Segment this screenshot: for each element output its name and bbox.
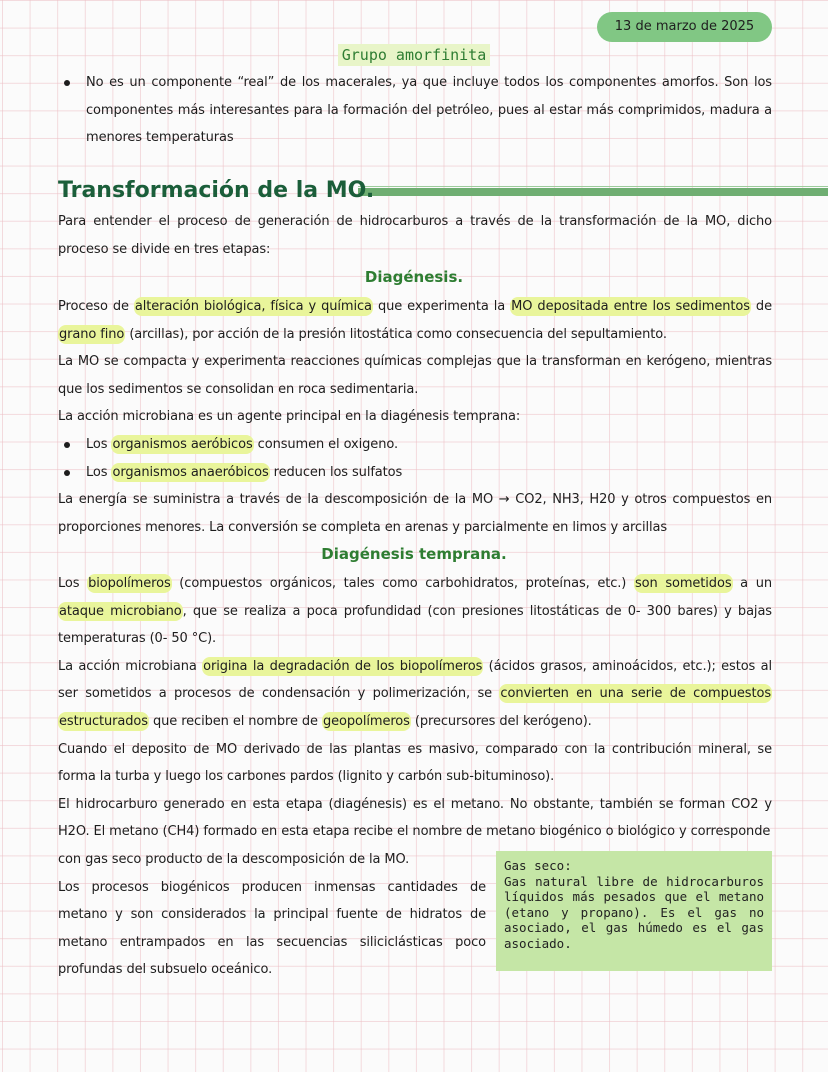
highlight: origina la degradación de los biopolímeros	[203, 658, 483, 674]
note-body: Gas natural libre de hidrocarburos líquidos más pesados que el metano (etano y propano). Es el gas no asociado, el gas húmedo es el gas asociado.	[504, 873, 764, 951]
date-badge: 13 de marzo de 2025	[597, 12, 772, 42]
diagenesis-paragraph-1: Proceso de alteración biológica, física y química que experimenta la MO depositada entre los sedimentos de grano fino (arcillas), por acción de la presión litostática como consecuencia del sepultamiento.	[58, 299, 772, 342]
temprana-paragraph-3: Cuando el deposito de MO derivado de las plantas es masivo, comparado con la contribución mineral, se forma la turba y luego los carbones pardos (lignito y carbón sub-bituminoso).	[58, 741, 772, 785]
temprana-paragraph-1: Los biopolímeros (compuestos orgánicos, tales como carbohidratos, proteínas, etc.) son sometidos a un ataque microbiano, que se realiza a poca profundidad (con presiones litostáticas de 0- 300 bares) y bajas temperaturas (0- 50 °C).	[58, 576, 773, 647]
highlight: convierten en una serie de compuestos estructurados	[59, 686, 771, 729]
amorfinita-title: Grupo amorfinita	[338, 44, 491, 66]
diagenesis-paragraph-2: La MO se compacta y experimenta reacciones químicas complejas que la transforman en kerógeno, mientras que los sedimentos se consolidan en roca sedimentaria.	[58, 354, 772, 397]
section-head-temprana: Diagénesis temprana.	[321, 545, 507, 563]
diagenesis-paragraph-3: La acción microbiana es un agente principal en la diagénesis temprana:	[58, 409, 521, 425]
amorfinita-bullet: No es un componente “real” de los macerales, ya que incluye todos los componentes amorfos. Son los componentes más interesantes para la formación del petróleo, pues al estar más comprimidos, madura a menores temperaturas	[58, 69, 772, 152]
temprana-paragraph-5: Los procesos biogénicos producen inmensas cantidades de metano y son considerados la principal fuente de hidratos de metano entrampados en las secuencias siliciclásticas poco profundas del subsuelo oceánico.	[58, 879, 486, 978]
note-box-gas-seco	[496, 851, 772, 971]
temprana-body-left	[58, 846, 486, 984]
temprana-paragraph-2: La acción microbiana origina la degradación de los biopolímeros (ácidos grasos, aminoácidos, etc.); estos al ser sometidos a procesos de condensación y polimerización, se convierten en una serie de compuestos estructurados que reciben el nombre de geopolímeros (precursores del kerógeno).	[58, 658, 772, 729]
temprana-paragraph-4: El hidrocarburo generado en esta etapa (diagénesis) es el metano. No obstante, también se forman CO2 y H2O. El metano (CH4) formado en esta etapa recibe el nombre de metano biogénico o biológico y corresponde	[58, 796, 772, 840]
highlight: geopolímeros	[322, 713, 410, 729]
temprana-body	[58, 570, 772, 846]
highlight: grano fino	[59, 326, 125, 342]
highlight: alteración biológica, física y química	[134, 299, 372, 314]
temprana-paragraph-4-end: con gas seco producto de la descomposición de la MO.	[58, 852, 410, 867]
section-head-diagenesis: Diagénesis.	[364, 268, 464, 286]
diagenesis-bullet-1: Los organismos aeróbicos consumen el oxigeno.	[58, 431, 772, 459]
heading-rule	[358, 188, 828, 196]
intro-paragraph: Para entender el proceso de generación de hidrocarburos a través de la transformación de la MO, dicho proceso se divide en tres etapas:	[58, 214, 772, 257]
diagenesis-paragraph-4: La energía se suministra a través de la descomposición de la MO → CO2, NH3, H20 y otros compuestos en proporciones menores. La conversión se completa en arenas y parcialmente en limos y arcillas	[58, 492, 772, 535]
highlight: MO depositada entre los sedimentos	[511, 299, 750, 314]
diagenesis-bullet-2: Los organismos anaeróbicos reducen los sulfatos	[58, 459, 772, 487]
diagenesis-body	[58, 293, 772, 541]
note-title: Gas seco:	[504, 858, 572, 873]
heading-rule-thin	[358, 186, 828, 187]
highlight: organismos anaeróbicos	[112, 464, 269, 480]
highlight: organismos aeróbicos	[112, 436, 253, 452]
highlight: ataque microbiano	[59, 603, 182, 619]
section-title-amorfinita	[0, 46, 828, 64]
main-heading: Transformación de la MO.	[58, 178, 375, 203]
highlight: son sometidos	[634, 576, 732, 591]
highlight: biopolímeros	[88, 576, 171, 591]
intro-block	[58, 208, 772, 263]
amorfinita-list	[58, 69, 772, 152]
